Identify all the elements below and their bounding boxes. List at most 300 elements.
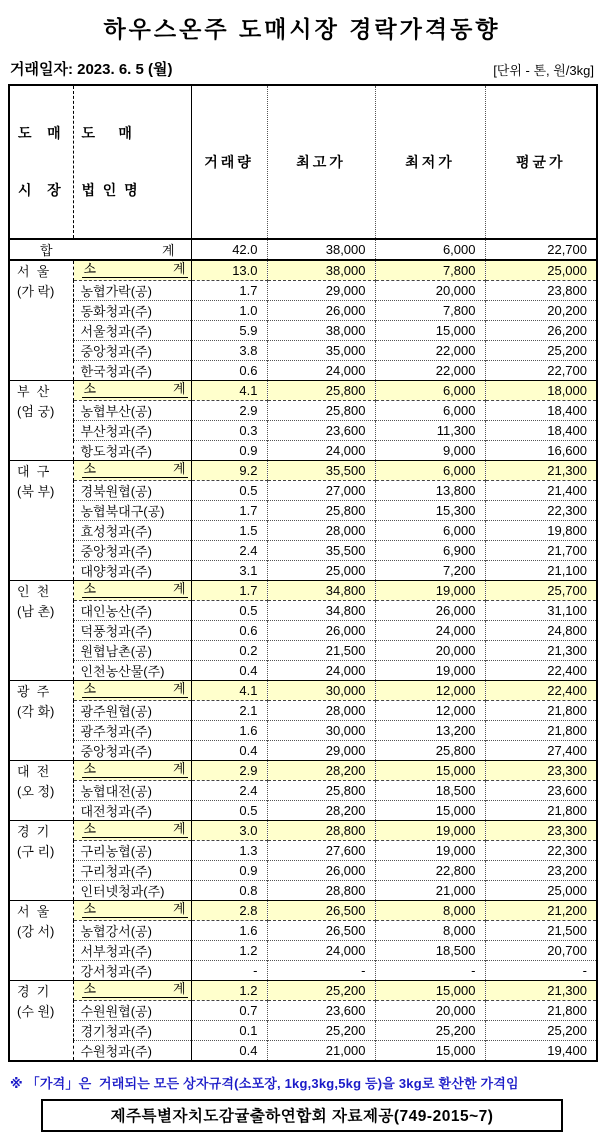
corp-name-cell: 광주원협(공) bbox=[73, 701, 191, 721]
market-cell bbox=[9, 901, 73, 981]
market-name-line1: 부 산 bbox=[17, 384, 50, 399]
market-name-line1: 광 주 bbox=[17, 684, 50, 699]
low-price-cell: 25,200 bbox=[375, 1021, 485, 1041]
low-price-cell: 7,200 bbox=[375, 561, 485, 581]
high-price-cell: 25,000 bbox=[267, 561, 375, 581]
volume-cell: 1.6 bbox=[191, 721, 267, 741]
table-row bbox=[9, 841, 597, 861]
volume-cell: 2.4 bbox=[191, 541, 267, 561]
high-price-cell: 25,800 bbox=[267, 401, 375, 421]
volume-cell: 2.9 bbox=[191, 401, 267, 421]
high-price-cell: 34,800 bbox=[267, 581, 375, 601]
table-row bbox=[9, 921, 597, 941]
avg-price-cell: 25,200 bbox=[485, 341, 597, 361]
avg-price-cell: 23,800 bbox=[485, 281, 597, 301]
table-row bbox=[9, 541, 597, 561]
price-table-body bbox=[9, 239, 597, 1061]
volume-cell: 5.9 bbox=[191, 321, 267, 341]
total-label-cell bbox=[9, 239, 191, 260]
high-price-cell: 28,200 bbox=[267, 761, 375, 781]
market-name-line1: 서 울 bbox=[17, 264, 50, 279]
high-price-cell: 24,000 bbox=[267, 361, 375, 381]
low-price-cell: - bbox=[375, 961, 485, 981]
avg-price-cell: 18,400 bbox=[485, 401, 597, 421]
market-cell bbox=[9, 461, 73, 581]
volume-cell: 0.4 bbox=[191, 661, 267, 681]
subtotal-row bbox=[9, 821, 597, 841]
table-row bbox=[9, 501, 597, 521]
table-row bbox=[9, 741, 597, 761]
corp-name-cell: 대양청과(주) bbox=[73, 561, 191, 581]
market-cell bbox=[9, 381, 73, 461]
volume-cell: 1.7 bbox=[191, 281, 267, 301]
volume-cell: 4.1 bbox=[191, 381, 267, 401]
table-row bbox=[9, 881, 597, 901]
corp-name-cell: 인천농산물(주) bbox=[73, 661, 191, 681]
high-price-cell: 25,800 bbox=[267, 381, 375, 401]
avg-price-cell: 25,000 bbox=[485, 260, 597, 281]
volume-cell: 2.4 bbox=[191, 781, 267, 801]
high-price-cell: 28,000 bbox=[267, 521, 375, 541]
avg-price-cell: 23,300 bbox=[485, 761, 597, 781]
corp-name-cell: 원협남촌(공) bbox=[73, 641, 191, 661]
low-price-cell: 12,000 bbox=[375, 701, 485, 721]
volume-cell: 1.3 bbox=[191, 841, 267, 861]
low-price-cell: 25,800 bbox=[375, 741, 485, 761]
total-label-left: 합 bbox=[40, 243, 53, 258]
market-name-line1: 경 기 bbox=[17, 824, 50, 839]
subtotal-label-right: 계 bbox=[172, 681, 186, 696]
volume-cell: 2.1 bbox=[191, 701, 267, 721]
total-low-cell: 6,000 bbox=[375, 239, 485, 260]
market-name-line2: (각 화) bbox=[17, 704, 55, 719]
total-volume-cell: 42.0 bbox=[191, 239, 267, 260]
total-high-cell: 38,000 bbox=[267, 239, 375, 260]
subtotal-label-left: 소 bbox=[83, 981, 97, 996]
table-row bbox=[9, 341, 597, 361]
corp-name-cell: 구리청과(주) bbox=[73, 861, 191, 881]
avg-price-cell: 22,300 bbox=[485, 501, 597, 521]
subtotal-label-right: 계 bbox=[172, 901, 186, 916]
subtotal-row bbox=[9, 981, 597, 1001]
corp-name-cell: 서울청과(주) bbox=[73, 321, 191, 341]
page-title: 하우스온주 도매시장 경락가격동향 bbox=[103, 16, 501, 42]
volume-cell: 0.5 bbox=[191, 601, 267, 621]
table-row bbox=[9, 1001, 597, 1021]
subtotal-name-cell bbox=[73, 581, 191, 601]
subtotal-row bbox=[9, 260, 597, 281]
volume-cell: - bbox=[191, 961, 267, 981]
corp-name-cell: 부산청과(주) bbox=[73, 421, 191, 441]
volume-cell: 1.2 bbox=[191, 941, 267, 961]
avg-price-cell: 23,300 bbox=[485, 821, 597, 841]
high-price-cell: 26,000 bbox=[267, 621, 375, 641]
low-price-cell: 15,300 bbox=[375, 501, 485, 521]
low-price-cell: 8,000 bbox=[375, 921, 485, 941]
low-price-cell: 11,300 bbox=[375, 421, 485, 441]
unit-label: [단위 - 톤, 원/3kg] bbox=[493, 63, 594, 78]
market-name-line2: (구 리) bbox=[17, 844, 55, 859]
table-row bbox=[9, 1021, 597, 1041]
low-price-cell: 19,000 bbox=[375, 581, 485, 601]
low-price-cell: 15,000 bbox=[375, 981, 485, 1001]
table-row bbox=[9, 561, 597, 581]
subtotal-label-left: 소 bbox=[83, 821, 97, 836]
low-price-cell: 15,000 bbox=[375, 1041, 485, 1062]
high-price-cell: 29,000 bbox=[267, 281, 375, 301]
low-price-cell: 8,000 bbox=[375, 901, 485, 921]
table-row bbox=[9, 361, 597, 381]
corp-name-cell: 효성청과(주) bbox=[73, 521, 191, 541]
volume-cell: 13.0 bbox=[191, 260, 267, 281]
high-price-cell: 35,500 bbox=[267, 461, 375, 481]
corp-name-cell: 대전청과(주) bbox=[73, 801, 191, 821]
low-price-cell: 6,000 bbox=[375, 461, 485, 481]
volume-cell: 0.3 bbox=[191, 421, 267, 441]
low-price-cell: 7,800 bbox=[375, 301, 485, 321]
volume-cell: 0.7 bbox=[191, 1001, 267, 1021]
subtotal-label-right: 계 bbox=[172, 381, 186, 396]
high-price-cell: 28,800 bbox=[267, 881, 375, 901]
avg-price-cell: 27,400 bbox=[485, 741, 597, 761]
market-name-line1: 대 구 bbox=[17, 464, 50, 479]
table-row bbox=[9, 441, 597, 461]
high-price-cell: 27,000 bbox=[267, 481, 375, 501]
subtotal-name-cell bbox=[73, 681, 191, 701]
subtotal-row bbox=[9, 681, 597, 701]
table-row bbox=[9, 941, 597, 961]
low-price-cell: 22,800 bbox=[375, 861, 485, 881]
high-price-cell: 28,800 bbox=[267, 821, 375, 841]
low-price-cell: 6,900 bbox=[375, 541, 485, 561]
low-price-cell: 20,000 bbox=[375, 641, 485, 661]
low-price-cell: 19,000 bbox=[375, 841, 485, 861]
total-avg-cell: 22,700 bbox=[485, 239, 597, 260]
avg-price-cell: 21,200 bbox=[485, 901, 597, 921]
avg-price-cell: 31,100 bbox=[485, 601, 597, 621]
table-row bbox=[9, 641, 597, 661]
volume-cell: 2.8 bbox=[191, 901, 267, 921]
avg-price-cell: 25,000 bbox=[485, 881, 597, 901]
low-price-cell: 12,000 bbox=[375, 681, 485, 701]
high-price-cell: 29,000 bbox=[267, 741, 375, 761]
avg-price-cell: 24,800 bbox=[485, 621, 597, 641]
volume-cell: 1.7 bbox=[191, 501, 267, 521]
subtotal-label-left: 소 bbox=[83, 681, 97, 696]
corp-name-cell: 대인농산(주) bbox=[73, 601, 191, 621]
table-row bbox=[9, 481, 597, 501]
corp-name-cell: 농협대전(공) bbox=[73, 781, 191, 801]
subtotal-name-cell bbox=[73, 981, 191, 1001]
subtotal-label-right: 계 bbox=[172, 261, 186, 276]
market-cell bbox=[9, 260, 73, 381]
high-price-cell: 24,000 bbox=[267, 941, 375, 961]
corp-name-cell: 중앙청과(주) bbox=[73, 341, 191, 361]
avg-price-cell: 25,200 bbox=[485, 1021, 597, 1041]
avg-price-cell: 22,700 bbox=[485, 361, 597, 381]
corp-name-cell: 강서청과(주) bbox=[73, 961, 191, 981]
avg-price-cell: 21,800 bbox=[485, 701, 597, 721]
high-price-cell: 25,800 bbox=[267, 781, 375, 801]
table-row bbox=[9, 781, 597, 801]
avg-price-cell: 23,200 bbox=[485, 861, 597, 881]
subtotal-label-left: 소 bbox=[83, 261, 97, 276]
subtotal-label-left: 소 bbox=[83, 461, 97, 476]
subtotal-row bbox=[9, 761, 597, 781]
high-price-cell: 35,000 bbox=[267, 341, 375, 361]
market-name-line2: (오 정) bbox=[17, 784, 55, 799]
avg-price-cell: 18,400 bbox=[485, 421, 597, 441]
corp-name-cell: 농협북대구(공) bbox=[73, 501, 191, 521]
avg-price-cell: 21,500 bbox=[485, 921, 597, 941]
header-corp-line1: 도 매 bbox=[81, 125, 132, 141]
avg-price-cell: 20,700 bbox=[485, 941, 597, 961]
low-price-cell: 20,000 bbox=[375, 1001, 485, 1021]
header-high-price: 최고가 bbox=[267, 85, 375, 239]
high-price-cell: 24,000 bbox=[267, 441, 375, 461]
volume-cell: 0.1 bbox=[191, 1021, 267, 1041]
high-price-cell: 26,000 bbox=[267, 301, 375, 321]
total-label-right: 계 bbox=[161, 243, 175, 258]
market-cell bbox=[9, 821, 73, 901]
high-price-cell: 26,500 bbox=[267, 921, 375, 941]
subtotal-label-right: 계 bbox=[172, 761, 186, 776]
volume-cell: 4.1 bbox=[191, 681, 267, 701]
corp-name-cell: 동화청과(주) bbox=[73, 301, 191, 321]
market-name-line2: (북 부) bbox=[17, 484, 55, 499]
table-row bbox=[9, 961, 597, 981]
subtotal-label-left: 소 bbox=[83, 381, 97, 396]
volume-cell: 1.5 bbox=[191, 521, 267, 541]
corp-name-cell: 한국청과(주) bbox=[73, 361, 191, 381]
volume-cell: 3.1 bbox=[191, 561, 267, 581]
volume-cell: 0.8 bbox=[191, 881, 267, 901]
subtotal-name-cell bbox=[73, 761, 191, 781]
market-cell bbox=[9, 981, 73, 1062]
avg-price-cell: 25,700 bbox=[485, 581, 597, 601]
low-price-cell: 13,800 bbox=[375, 481, 485, 501]
market-name-line2: (가 락) bbox=[17, 284, 55, 299]
provider-box: 제주특별자치도감귤출하연합회 자료제공(749-2015~7) bbox=[41, 1099, 563, 1132]
subtotal-label-right: 계 bbox=[172, 981, 186, 996]
high-price-cell: 25,200 bbox=[267, 981, 375, 1001]
market-name-line1: 대 전 bbox=[17, 764, 50, 779]
header-market-line2: 시 장 bbox=[18, 182, 61, 198]
low-price-cell: 6,000 bbox=[375, 381, 485, 401]
high-price-cell: 30,000 bbox=[267, 681, 375, 701]
corp-name-cell: 농협부산(공) bbox=[73, 401, 191, 421]
high-price-cell: - bbox=[267, 961, 375, 981]
subtotal-label-left: 소 bbox=[83, 901, 97, 916]
avg-price-cell: 21,300 bbox=[485, 641, 597, 661]
volume-cell: 0.5 bbox=[191, 801, 267, 821]
avg-price-cell: 21,800 bbox=[485, 801, 597, 821]
avg-price-cell: 21,700 bbox=[485, 541, 597, 561]
volume-cell: 9.2 bbox=[191, 461, 267, 481]
table-row bbox=[9, 621, 597, 641]
corp-name-cell: 항도청과(주) bbox=[73, 441, 191, 461]
avg-price-cell: 23,600 bbox=[485, 781, 597, 801]
high-price-cell: 38,000 bbox=[267, 321, 375, 341]
table-row bbox=[9, 281, 597, 301]
subtotal-name-cell bbox=[73, 901, 191, 921]
subtotal-label-left: 소 bbox=[83, 761, 97, 776]
low-price-cell: 19,000 bbox=[375, 661, 485, 681]
high-price-cell: 25,200 bbox=[267, 1021, 375, 1041]
table-row bbox=[9, 421, 597, 441]
market-name-line2: (강 서) bbox=[17, 924, 55, 939]
subtotal-name-cell bbox=[73, 260, 191, 281]
market-name-line2: (수 원) bbox=[17, 1004, 55, 1019]
volume-cell: 0.9 bbox=[191, 441, 267, 461]
avg-price-cell: 19,400 bbox=[485, 1041, 597, 1062]
corp-name-cell: 서부청과(주) bbox=[73, 941, 191, 961]
low-price-cell: 7,800 bbox=[375, 260, 485, 281]
corp-name-cell: 농협가락(공) bbox=[73, 281, 191, 301]
market-name-line2: (남 촌) bbox=[17, 604, 55, 619]
subtotal-name-cell bbox=[73, 381, 191, 401]
market-name-line2: (엄 궁) bbox=[17, 404, 55, 419]
avg-price-cell: 20,200 bbox=[485, 301, 597, 321]
volume-cell: 0.6 bbox=[191, 361, 267, 381]
subtotal-label-left: 소 bbox=[83, 581, 97, 596]
avg-price-cell: 21,400 bbox=[485, 481, 597, 501]
corp-name-cell: 중앙청과(주) bbox=[73, 541, 191, 561]
low-price-cell: 21,000 bbox=[375, 881, 485, 901]
volume-cell: 1.2 bbox=[191, 981, 267, 1001]
low-price-cell: 15,000 bbox=[375, 801, 485, 821]
header-low-price: 최저가 bbox=[375, 85, 485, 239]
price-table bbox=[8, 84, 598, 1062]
corp-name-cell: 경기청과(주) bbox=[73, 1021, 191, 1041]
high-price-cell: 23,600 bbox=[267, 1001, 375, 1021]
low-price-cell: 22,000 bbox=[375, 361, 485, 381]
trade-date-label: 거래일자: 2023. 6. 5 (월) bbox=[10, 61, 173, 78]
volume-cell: 1.7 bbox=[191, 581, 267, 601]
high-price-cell: 28,200 bbox=[267, 801, 375, 821]
market-name-line1: 경 기 bbox=[17, 984, 50, 999]
corp-name-cell: 광주청과(주) bbox=[73, 721, 191, 741]
high-price-cell: 30,000 bbox=[267, 721, 375, 741]
header-row bbox=[9, 85, 597, 239]
header-corp-line2: 법 인 명 bbox=[81, 182, 138, 198]
high-price-cell: 26,500 bbox=[267, 901, 375, 921]
subtotal-row bbox=[9, 901, 597, 921]
table-row bbox=[9, 701, 597, 721]
header-avg-price: 평균가 bbox=[485, 85, 597, 239]
market-name-line1: 인 천 bbox=[17, 584, 50, 599]
volume-cell: 3.0 bbox=[191, 821, 267, 841]
avg-price-cell: 18,000 bbox=[485, 381, 597, 401]
volume-cell: 2.9 bbox=[191, 761, 267, 781]
corp-name-cell: 경북원협(공) bbox=[73, 481, 191, 501]
table-row bbox=[9, 1041, 597, 1062]
corp-name-cell: 수원청과(주) bbox=[73, 1041, 191, 1062]
table-row bbox=[9, 301, 597, 321]
subtotal-label-right: 계 bbox=[172, 581, 186, 596]
table-row bbox=[9, 721, 597, 741]
avg-price-cell: 21,100 bbox=[485, 561, 597, 581]
market-cell bbox=[9, 681, 73, 761]
volume-cell: 0.4 bbox=[191, 1041, 267, 1062]
corp-name-cell: 인터넷청과(주) bbox=[73, 881, 191, 901]
high-price-cell: 35,500 bbox=[267, 541, 375, 561]
avg-price-cell: 21,300 bbox=[485, 461, 597, 481]
subtotal-label-right: 계 bbox=[172, 461, 186, 476]
low-price-cell: 26,000 bbox=[375, 601, 485, 621]
avg-price-cell: 21,800 bbox=[485, 1001, 597, 1021]
subtotal-label-right: 계 bbox=[172, 821, 186, 836]
avg-price-cell: 22,400 bbox=[485, 661, 597, 681]
corp-name-cell: 수원원협(공) bbox=[73, 1001, 191, 1021]
corp-name-cell: 구리농협(공) bbox=[73, 841, 191, 861]
avg-price-cell: 22,400 bbox=[485, 681, 597, 701]
low-price-cell: 9,000 bbox=[375, 441, 485, 461]
header-market bbox=[9, 85, 73, 239]
low-price-cell: 18,500 bbox=[375, 941, 485, 961]
subtotal-name-cell bbox=[73, 821, 191, 841]
market-cell bbox=[9, 581, 73, 681]
header-market-line1: 도 매 bbox=[18, 125, 61, 141]
avg-price-cell: 21,800 bbox=[485, 721, 597, 741]
volume-cell: 1.6 bbox=[191, 921, 267, 941]
meta-row bbox=[0, 44, 604, 84]
volume-cell: 0.5 bbox=[191, 481, 267, 501]
high-price-cell: 27,600 bbox=[267, 841, 375, 861]
table-row bbox=[9, 601, 597, 621]
subtotal-row bbox=[9, 581, 597, 601]
avg-price-cell: - bbox=[485, 961, 597, 981]
table-row bbox=[9, 861, 597, 881]
price-footnote: ※ 「가격」은 거래되는 모든 상자규격(소포장, 1kg,3kg,5kg 등)을 3kg로 환산한 가격임 bbox=[10, 1076, 519, 1091]
volume-cell: 0.2 bbox=[191, 641, 267, 661]
subtotal-row bbox=[9, 381, 597, 401]
low-price-cell: 20,000 bbox=[375, 281, 485, 301]
avg-price-cell: 21,300 bbox=[485, 981, 597, 1001]
volume-cell: 0.9 bbox=[191, 861, 267, 881]
header-volume: 거래량 bbox=[191, 85, 267, 239]
avg-price-cell: 16,600 bbox=[485, 441, 597, 461]
low-price-cell: 22,000 bbox=[375, 341, 485, 361]
low-price-cell: 19,000 bbox=[375, 821, 485, 841]
high-price-cell: 28,000 bbox=[267, 701, 375, 721]
market-cell bbox=[9, 761, 73, 821]
high-price-cell: 38,000 bbox=[267, 260, 375, 281]
low-price-cell: 15,000 bbox=[375, 321, 485, 341]
low-price-cell: 15,000 bbox=[375, 761, 485, 781]
avg-price-cell: 22,300 bbox=[485, 841, 597, 861]
table-row bbox=[9, 661, 597, 681]
high-price-cell: 26,000 bbox=[267, 861, 375, 881]
volume-cell: 0.6 bbox=[191, 621, 267, 641]
volume-cell: 0.4 bbox=[191, 741, 267, 761]
high-price-cell: 24,000 bbox=[267, 661, 375, 681]
corp-name-cell: 중앙청과(주) bbox=[73, 741, 191, 761]
market-name-line1: 서 울 bbox=[17, 904, 50, 919]
corp-name-cell: 농협강서(공) bbox=[73, 921, 191, 941]
corp-name-cell: 덕풍청과(주) bbox=[73, 621, 191, 641]
low-price-cell: 18,500 bbox=[375, 781, 485, 801]
subtotal-row bbox=[9, 461, 597, 481]
subtotal-name-cell bbox=[73, 461, 191, 481]
volume-cell: 3.8 bbox=[191, 341, 267, 361]
table-row bbox=[9, 401, 597, 421]
high-price-cell: 25,800 bbox=[267, 501, 375, 521]
low-price-cell: 24,000 bbox=[375, 621, 485, 641]
volume-cell: 1.0 bbox=[191, 301, 267, 321]
low-price-cell: 13,200 bbox=[375, 721, 485, 741]
total-row bbox=[9, 239, 597, 260]
